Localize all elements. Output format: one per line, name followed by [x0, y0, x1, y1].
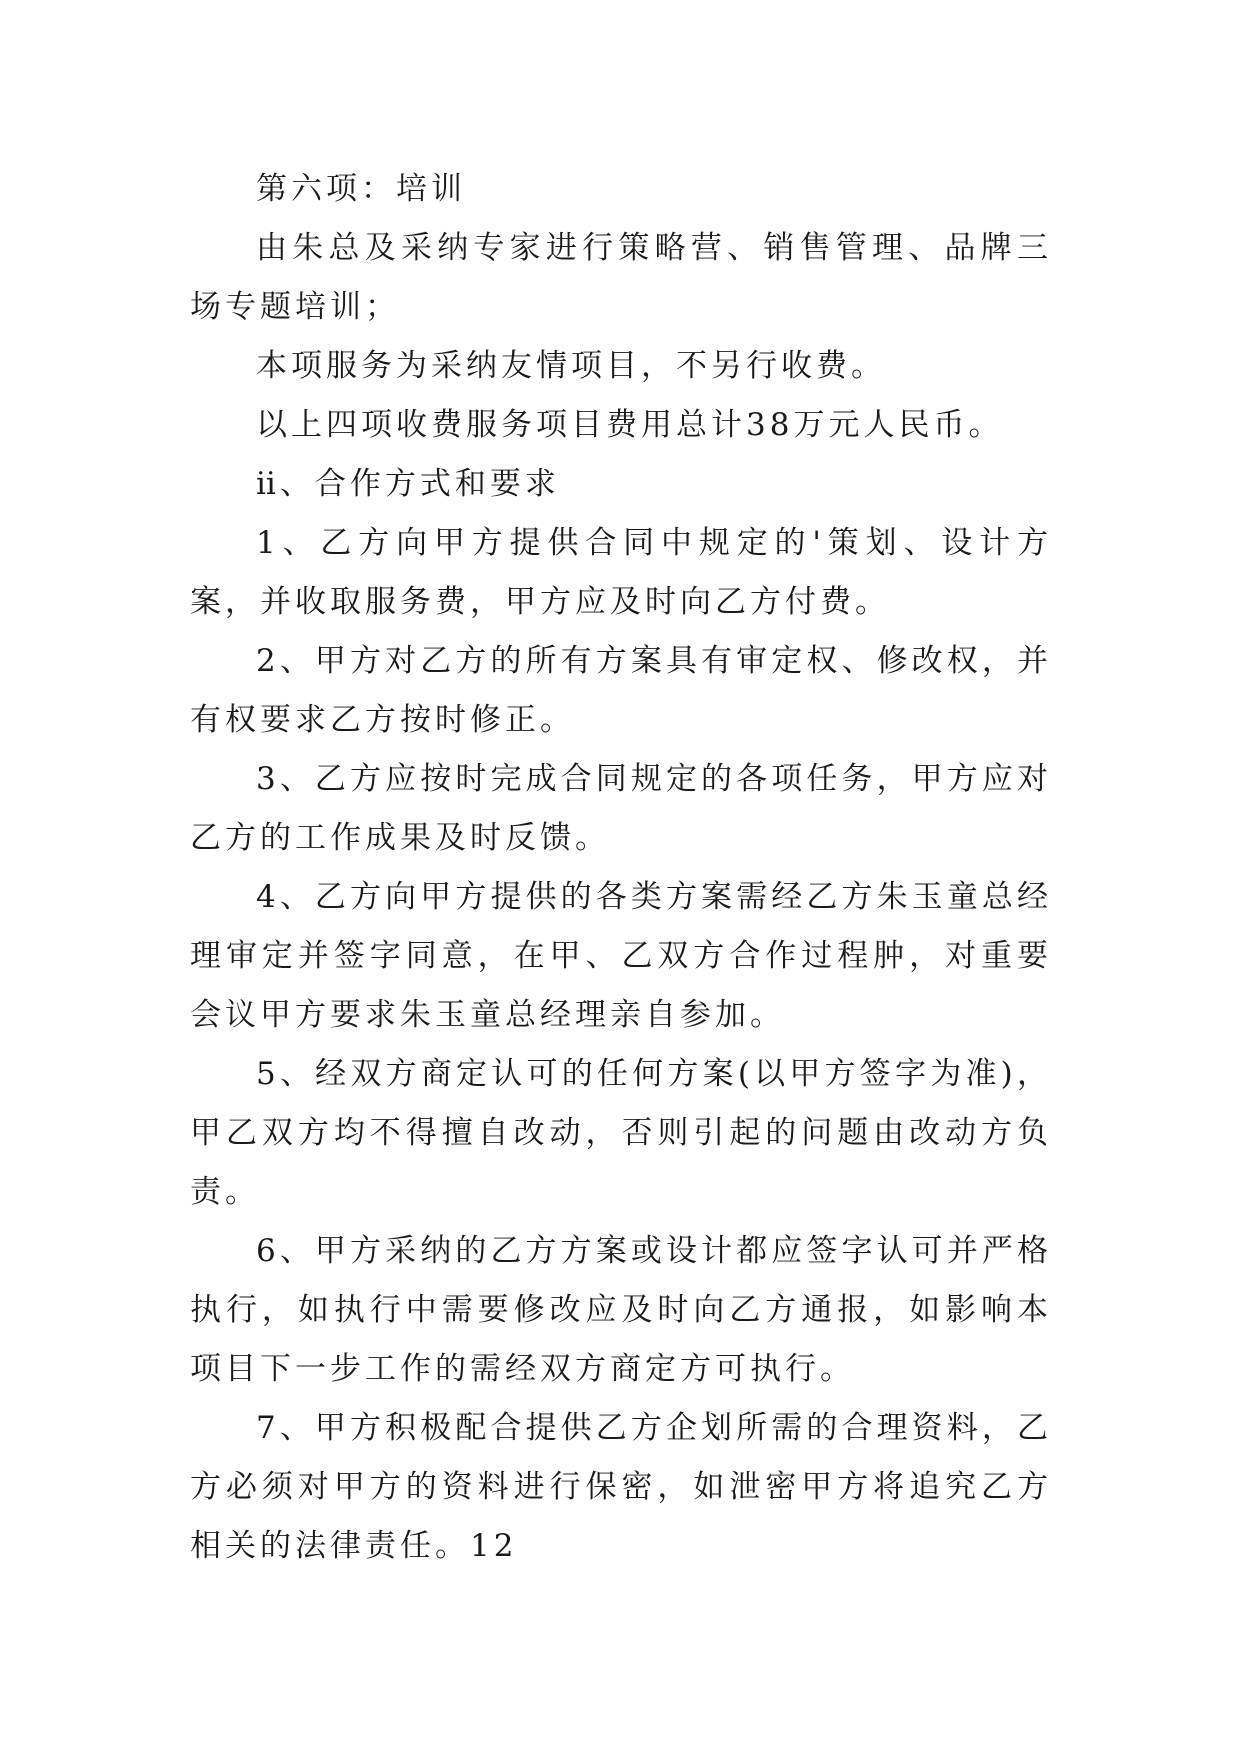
heading-section-six: 第六项：培训	[256, 171, 466, 207]
clause-5: 5、经双方商定认可的任何方案(以甲方签字为准)，甲乙双方均不得擅自改动，否则引起的问题由改动方负责。	[190, 1056, 1052, 1210]
clause-4: 4、乙方向甲方提供的各类方案需经乙方朱玉童总经理审定并签字同意，在甲、乙双方合作过程肿，对重要会议甲方要求朱玉童总经理亲自参加。	[190, 879, 1052, 1033]
paragraph-free-service: 本项服务为采纳友情项目，不另行收费。	[256, 348, 886, 384]
clause-6: 6、甲方采纳的乙方方案或设计都应签字认可并严格执行，如执行中需要修改应及时向乙方通报，如影响本项目下一步工作的需经双方商定方可执行。	[190, 1233, 1052, 1387]
document-body	[190, 160, 1052, 1576]
paragraph-training-desc: 由朱总及采纳专家进行策略营、销售管理、品牌三场专题培训；	[190, 230, 1052, 325]
clause-2: 2、甲方对乙方的所有方案具有审定权、修改权，并有权要求乙方按时修正。	[190, 643, 1052, 738]
clause-7: 7、甲方积极配合提供乙方企划所需的合理资料，乙方必须对甲方的资料进行保密，如泄密甲方将追究乙方相关的法律责任。12	[190, 1410, 1052, 1564]
clause-1: 1、乙方向甲方提供合同中规定的'策划、设计方案，并收取服务费，甲方应及时向乙方付费。	[190, 525, 1052, 620]
clause-3: 3、乙方应按时完成合同规定的各项任务，甲方应对乙方的工作成果及时反馈。	[190, 761, 1052, 856]
heading-cooperation: ⅱ、合作方式和要求	[256, 466, 560, 502]
paragraph-total-fee: 以上四项收费服务项目费用总计38万元人民币。	[256, 407, 1004, 443]
